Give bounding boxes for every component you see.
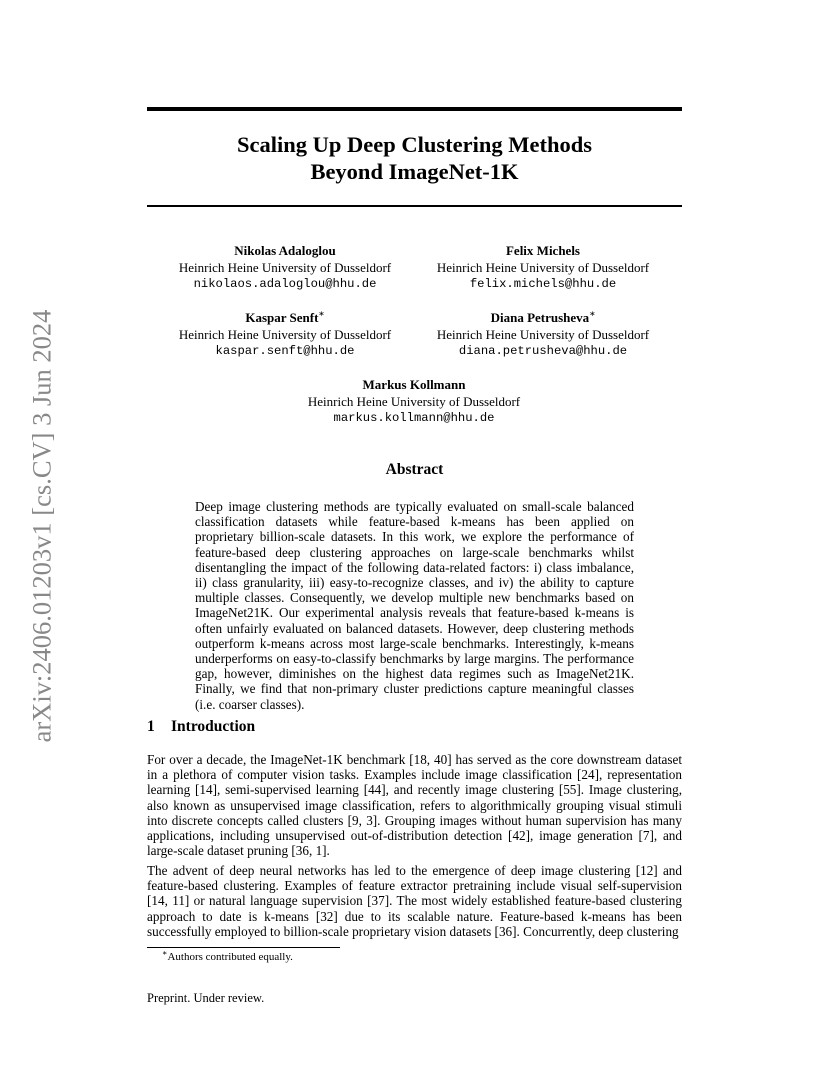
section-heading [147,718,255,736]
intro-paragraph-2: The advent of deep neural networks has led to the emergence of deep image clustering [12] and feature-based clustering. Examples of feature extractor pretraining include visual self-supervision [14, 11] or natural language supervision [37]. The most widely established feature-based clustering approach to date is k-means [32] due to its scalable nature. Feature-based k-means has been successfully employed to billion-scale proprietary vision datasets [36]. Concurrently, deep clustering [147,863,682,939]
author-email: nikolaos.adaloglou@hhu.de [193,277,377,291]
intro-paragraph-1: For over a decade, the ImageNet-1K benchmark [18, 40] has served as the core downstream dataset in a plethora of computer vision tasks. Examples include image classification [24], representation learning [14], semi-supervised learning [44], and recently image clustering [55]. Image clustering, also known as unsupervised image classification, refers to algorithmically grouping visual stimuli into discrete concepts called clusters [9, 3]. Grouping images without human supervision has many applications, including unsupervised out-of-distribution detection [42], image generation [7], and large-scale dataset pruning [36, 1]. [147,752,682,859]
author-block-5 [274,377,554,427]
title-line-2: Beyond ImageNet-1K [310,159,519,184]
author-name: Diana Petrusheva∗ [490,308,596,325]
author-affiliation: Heinrich Heine University of Dusseldorf [307,393,521,409]
author-affiliation: Heinrich Heine University of Dusseldorf [178,259,392,275]
paper-title [147,131,682,185]
section-title: Introduction [171,718,256,735]
preprint-note: Preprint. Under review. [147,991,265,1005]
author-block-1 [145,243,425,293]
title-line-1: Scaling Up Deep Clustering Methods [236,132,592,157]
author-name: Kaspar Senft∗ [245,308,325,325]
author-name: Nikolas Adaloglou [234,243,336,258]
arxiv-sidebar-stamp [20,296,64,756]
author-block-4 [403,310,683,360]
title-bottom-rule [147,205,682,207]
author-name: Markus Kollmann [362,377,466,392]
footnote-rule [147,947,340,948]
title-top-rule [147,107,682,111]
section-number: 1 [147,718,155,735]
author-name: Felix Michels [505,243,580,258]
author-email: diana.petrusheva@hhu.de [458,344,628,358]
author-email: kaspar.senft@hhu.de [215,344,355,358]
author-block-2 [403,243,683,293]
author-email: felix.michels@hhu.de [469,277,617,291]
footnote [162,948,293,963]
arxiv-identifier: arXiv:2406.01203v1 [cs.CV] 3 Jun 2024 [26,309,57,743]
author-email: markus.kollmann@hhu.de [333,411,495,425]
author-affiliation: Heinrich Heine University of Dusseldorf [436,326,650,342]
author-affiliation: Heinrich Heine University of Dusseldorf [178,326,392,342]
abstract-body: Deep image clustering methods are typically evaluated on small-scale balanced classification datasets while feature-based k-means has been applied on proprietary billion-scale datasets. In this work, we explore the performance of feature-based deep clustering approaches on large-scale benchmarks whilst disentangling the impact of the following data-related factors: i) class imbalance, ii) class granularity, iii) easy-to-recognize classes, and iv) the ability to capture multiple classes. Consequently, we develop multiple new benchmarks based on ImageNet21K. Our experimental analysis reveals that feature-based k-means is often unfairly evaluated on balanced datasets. However, deep clustering methods outperform k-means across most large-scale benchmarks. Interestingly, k-means underperforms on easy-to-classify benchmarks by large margins. The performance gap, however, diminishes on the highest data regimes such as ImageNet21K. Finally, we find that non-primary cluster predictions capture meaningful classes (i.e. coarser classes). [195,499,634,712]
author-block-3 [145,310,425,360]
abstract-heading: Abstract [385,461,444,478]
author-affiliation: Heinrich Heine University of Dusseldorf [436,259,650,275]
footnote-mark: ∗ [162,948,168,958]
footnote-text: Authors contributed equally. [167,951,293,963]
